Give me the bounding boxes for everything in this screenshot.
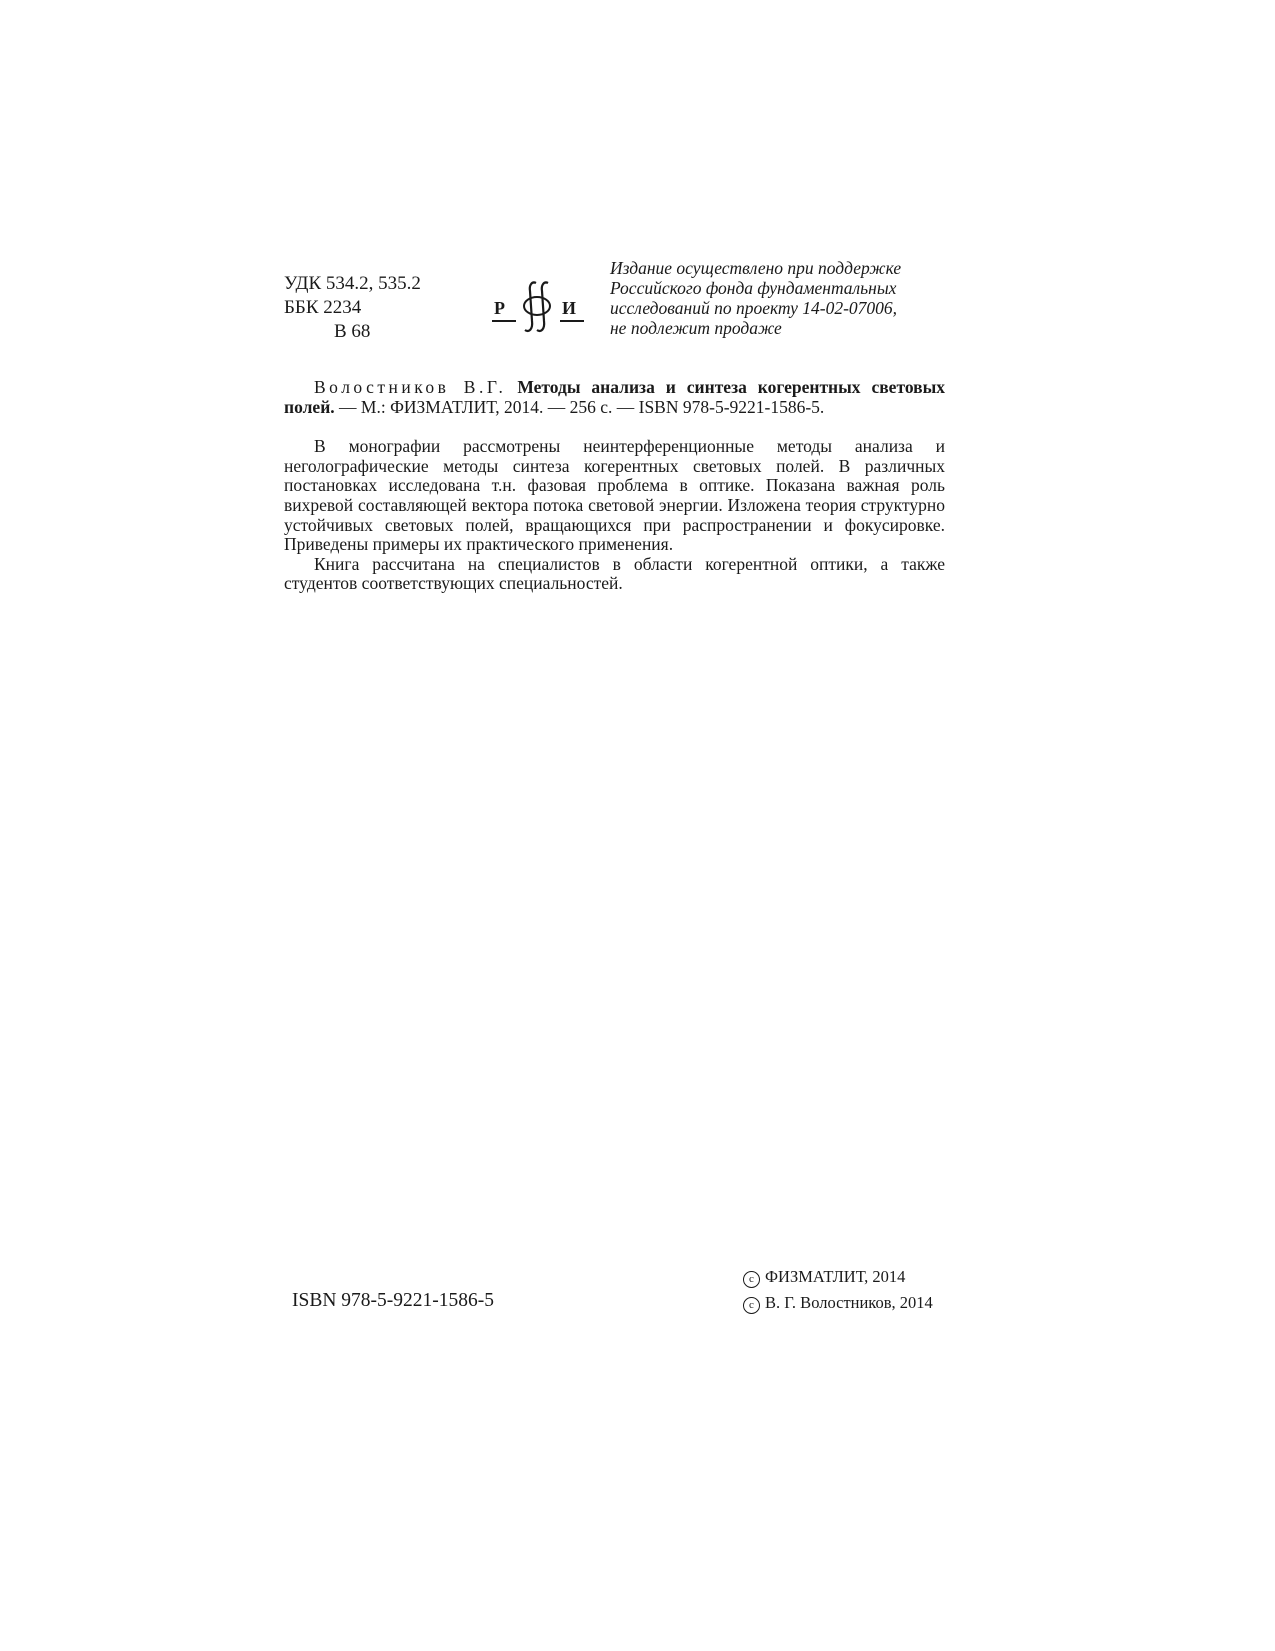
bib-title: Методы анализа и синтеза когерентных световых полей.: [284, 377, 945, 417]
bib-author: Волостников В.Г.: [314, 377, 507, 397]
classification-codes: [284, 272, 421, 344]
copyright-icon: c: [743, 1271, 760, 1288]
copyright-line: c В. Г. Волостников, 2014: [743, 1290, 933, 1316]
support-line: Издание осуществлено при поддержке: [610, 258, 902, 278]
support-line: исследований по проекту 14-02-07006,: [610, 298, 898, 318]
annotation-paragraph: Книга рассчитана на специалистов в области когерентной оптики, а также студентов соответствующих специальностей.: [284, 553, 945, 594]
rffi-logo: [492, 277, 594, 335]
copyright-block: [743, 1264, 933, 1316]
support-line: Российского фонда фундаментальных: [610, 278, 897, 298]
author-mark: В 68: [334, 321, 371, 342]
isbn: ISBN 978-5-9221-1586-5: [292, 1290, 495, 1311]
logo-letter-right: И: [562, 298, 577, 318]
publication-support-note: [610, 258, 945, 338]
copyright-line: c ФИЗМАТЛИТ, 2014: [743, 1264, 933, 1290]
bibliographic-record: [284, 378, 945, 417]
main-text: [284, 378, 945, 594]
support-line: не подлежит продаже: [610, 318, 782, 338]
bbk-code: ББК 2234: [284, 297, 362, 318]
udk-code: УДК 534.2, 535.2: [284, 273, 421, 294]
logo-letter-left: Р: [494, 298, 505, 318]
copyright-icon: c: [743, 1297, 760, 1314]
bib-publication-info: — М.: ФИЗМАТЛИТ, 2014. — 256 с. — ISBN 978-5-9221-1586-5.: [334, 396, 825, 417]
annotation-paragraph: В монографии рассмотрены неинтерференционные методы анализа и неголографические методы синтеза когерентных световых полей. В различных постановках исследована т.н. фазовая проблема в оптике. Показана важная роль вихревой составляющей вектора потока световой энергии. Изложена теория структурно устойчивых световых полей, вращающихся при распространении и фокусировке. Приведены примеры их практического применения.: [284, 436, 945, 555]
